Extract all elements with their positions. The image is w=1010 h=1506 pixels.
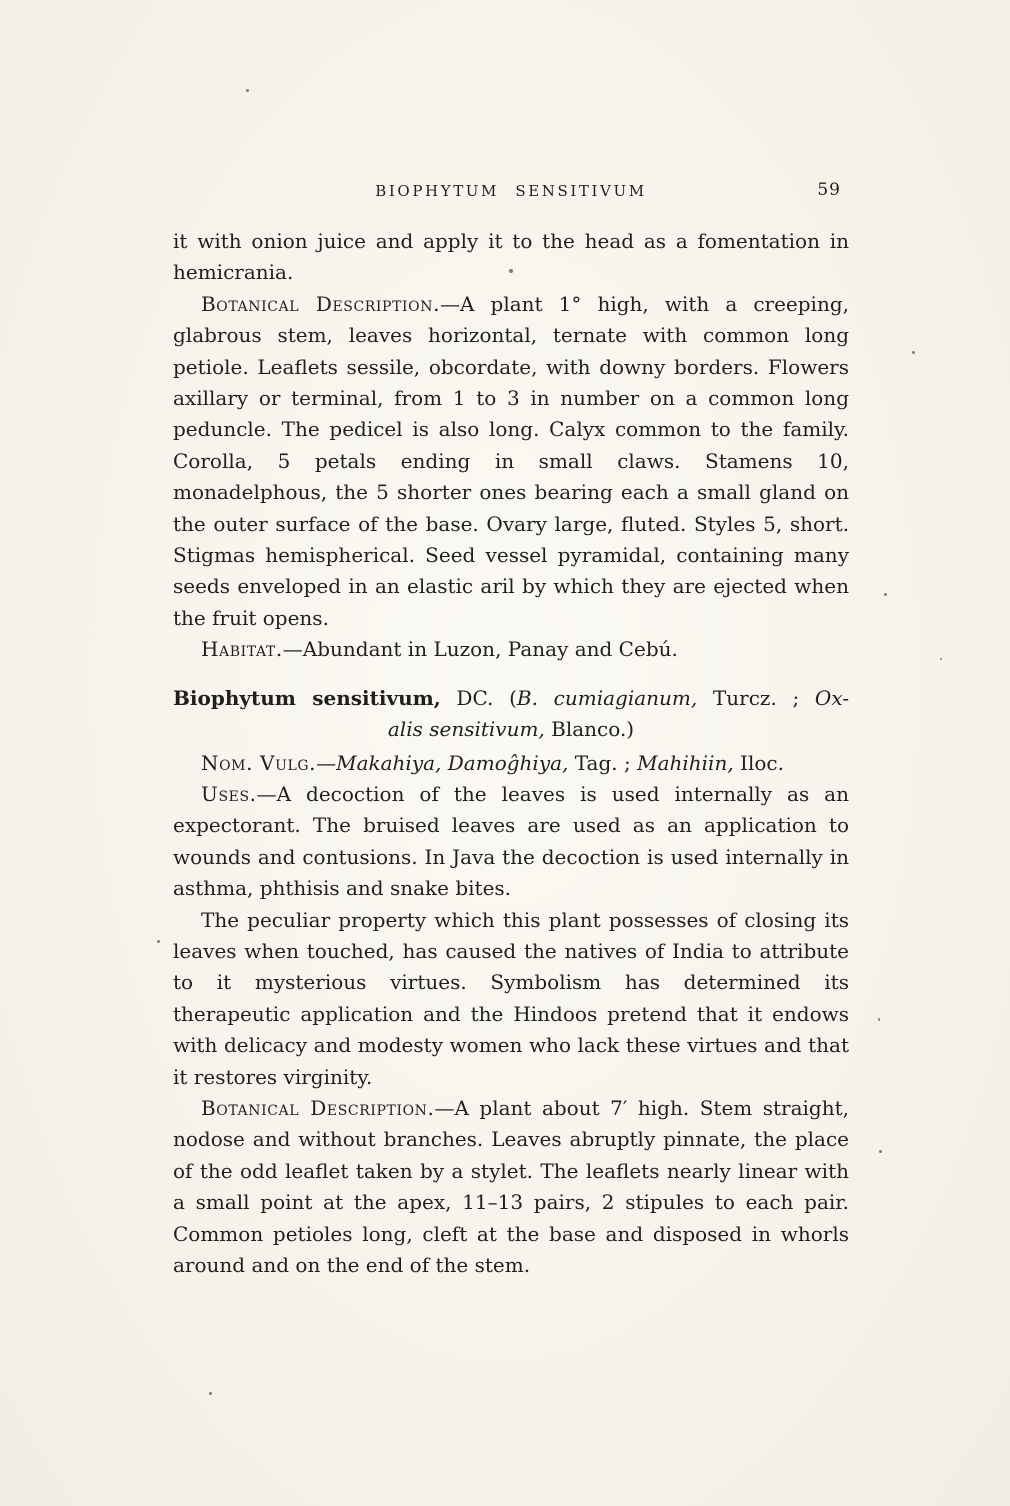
- text-run: Botanical Description.: [201, 1095, 435, 1120]
- scan-speck: [884, 593, 887, 596]
- species-heading-line: [173, 683, 849, 714]
- scan-speck: [209, 1392, 212, 1395]
- scan-speck: [157, 940, 160, 943]
- text-run: alis sensitivum,: [387, 717, 545, 742]
- text-run: DC. (: [440, 685, 517, 710]
- scan-speck: [912, 351, 915, 354]
- text-run: —A decoction of the leaves is used internally as an expectorant. The bruised leaves are used as an application to wounds and contusions. In Java the decoction is used internally in asthma, phthisis and snake bites.: [173, 781, 849, 901]
- text-run: Biophytum sensitivum,: [173, 685, 441, 710]
- paragraph: [173, 289, 849, 634]
- text-run: —Abundant in Luzon, Panay and Cebú.: [282, 637, 678, 662]
- paragraph: [173, 1093, 849, 1281]
- page-body: [173, 226, 849, 1281]
- text-run: Makahiya, Damoĝhiya,: [336, 750, 569, 775]
- scan-speck: [940, 658, 942, 660]
- text-run: Nom. Vulg.: [201, 750, 317, 775]
- text-run: Habitat.: [201, 637, 283, 662]
- page-header: [173, 182, 849, 200]
- text-run: The peculiar property which this plant possesses of closing its leaves when touched, has caused the natives of India to attribute to it mysterious virtues. Symbolism has determined its therapeutic application and the Hindoos pretend that it endows with delicacy and modesty women who lack these virtues and that it restores virginity.: [173, 907, 849, 1089]
- text-run: it with onion juice and apply it to the head as a fomentation in hemicrania.: [173, 229, 849, 285]
- text-run: Blanco.): [544, 717, 635, 742]
- scan-speck: [879, 1150, 882, 1153]
- scan-speck: [878, 1018, 880, 1021]
- text-run: Tag. ;: [568, 750, 638, 775]
- text-run: Uses.: [201, 781, 257, 806]
- text-run: Ox-: [814, 685, 850, 710]
- species-heading: [173, 683, 849, 746]
- text-run: —: [316, 750, 337, 775]
- text-run: Turcz. ;: [697, 685, 815, 710]
- text-run: —A plant 1° high, with a creeping, glabrous stem, leaves horizontal, ternate with common long petiole. Leaflets sessile, obcordate, with downy borders. Flowers axillary or terminal, from 1 to 3 in number on a common long peduncle. The pedicel is also long. Calyx common to the family. Corolla, 5 petals ending in small claws. Stamens 10, monadelphous, the 5 shorter ones bearing each a small gland on the outer surface of the base. Ovary large, fluted. Styles 5, short. Stigmas hemispherical. Seed vessel pyramidal, containing many seeds enveloped in an elastic aril by which they are ejected when the fruit opens.: [173, 291, 849, 630]
- paragraph: [173, 779, 849, 905]
- running-title: BIOPHYTUM SENSITIVUM: [375, 182, 647, 200]
- text-run: Mahihiin,: [637, 750, 734, 775]
- paragraph: [173, 905, 849, 1093]
- text-run: Botanical Description.: [201, 291, 441, 316]
- paragraph: [173, 748, 849, 779]
- text-run: B. cumiagianum,: [516, 685, 698, 710]
- text-run: —A plant about 7′ high. Stem straight, nodose and without branches. Leaves abruptly pinnate, the place of the odd leaflet taken by a stylet. The leaflets nearly linear with a small point at the apex, 11–13 pairs, 2 stipules to each pair. Common petioles long, cleft at the base and disposed in whorls around and on the end of the stem.: [173, 1095, 849, 1277]
- page-number: 59: [817, 180, 841, 200]
- paragraph: [173, 226, 849, 289]
- species-heading-line: [173, 714, 849, 745]
- scan-speck: [509, 269, 513, 273]
- scan-speck: [246, 89, 249, 92]
- paragraph: [173, 634, 849, 665]
- text-run: Iloc.: [733, 750, 784, 775]
